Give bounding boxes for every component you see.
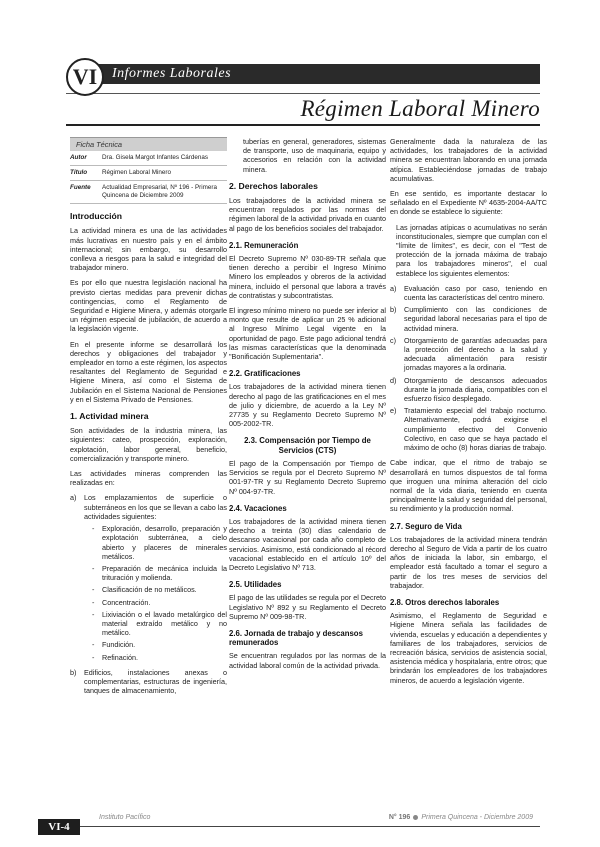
section-title: Informes Laborales bbox=[112, 66, 232, 81]
list-item-text: Edificios, instalaciones anexas o complementarias, estructuras de ingeniería, tanques de almacenamiento, bbox=[84, 667, 227, 696]
paragraph: El Decreto Supremo Nº 030-89-TR señala que tienen derecho a percibir el Ingreso Mínimo Minero los empleados y obreros de la actividad minera, incluido el personal que labora a través de contratistas y subcontratistas. bbox=[229, 254, 386, 300]
page-title: Régimen Laboral Minero bbox=[300, 96, 540, 121]
issue-date: Primera Quincena - Diciembre 2009 bbox=[421, 814, 533, 821]
ficha-label: Ficha Técnica bbox=[70, 138, 227, 151]
paragraph: Generalmente dada la naturaleza de las actividades, los trabajadores de la actividad minera se encuentran laborando en una jornada atípica. Estableciéndose jornadas de trabajo acumulativas. bbox=[390, 137, 547, 183]
list-item bbox=[390, 336, 547, 373]
dash-marker: - bbox=[92, 652, 95, 662]
list-marker: d) bbox=[390, 375, 397, 385]
ficha-tecnica bbox=[70, 137, 227, 204]
heading-jornada: 2.6. Jornada de trabajo y descansos remunerados bbox=[229, 628, 363, 648]
column-2 bbox=[229, 137, 386, 676]
paragraph: El ingreso mínimo minero no puede ser inferior al monto que resulte de aplicar un 25 % adicional al Ingreso Mínimo Legal vigente en la oportunidad de pago. Este pago adicional tendrá las mismas características que la denominada "Bonificación Suplementaria". bbox=[229, 306, 387, 362]
heading-otros-derechos: 2.8. Otros derechos laborales bbox=[390, 597, 500, 607]
header-divider bbox=[66, 93, 540, 94]
dash-marker: - bbox=[92, 524, 95, 534]
list-item bbox=[390, 406, 547, 452]
paragraph: En el presente informe se desarrollará los derechos y obligaciones del trabajador y empleador en torno a este régimen, los aspectos resaltantes del Reglamento de Seguridad e Higiene Minera, así como el Sistema de Jubilación en el Sistema Nacional de Pensiones y en el Sistema Privado de Pensiones. bbox=[70, 339, 227, 404]
list-marker: a) bbox=[390, 283, 397, 293]
dash-marker: - bbox=[92, 585, 95, 595]
list-item bbox=[70, 493, 227, 661]
list-item-text: Otorgamiento de descansos adecuados durante la jornada diaria, compatibles con el esfuerzo físico desplegado. bbox=[404, 375, 547, 404]
paragraph: Se encuentran regulados por las normas de la actividad laboral común de la actividad privada. bbox=[229, 651, 386, 670]
ficha-row bbox=[70, 166, 227, 181]
list-item-text: Tratamiento especial del trabajo nocturno. Alternativamente, podrá exigirse el cumplimiento efectivo del Convenio Colectivo, en caso que se haya pactado el máximo de ocho (8) horas diarias de trabajo. bbox=[404, 406, 547, 453]
sub-list-item-text: Fundición. bbox=[102, 640, 136, 650]
ficha-key: Fuente bbox=[70, 184, 91, 192]
activities-list bbox=[70, 493, 227, 695]
ficha-value: Régimen Laboral Minero bbox=[102, 169, 171, 177]
sub-list-item-text: Exploración, desarrollo, preparación y explotación subterránea, a cielo abierto y placeres de minerales metálicos. bbox=[102, 524, 227, 561]
ficha-key: Autor bbox=[70, 154, 87, 162]
heading-vacaciones: 2.4. Vacaciones bbox=[229, 503, 287, 513]
dash-marker: - bbox=[92, 563, 95, 573]
paragraph: Son actividades de la industria minera, las siguientes: cateo, prospección, exploración, explotación, labor general, beneficio, comercialización y transporte minero. bbox=[70, 426, 227, 463]
dash-marker: - bbox=[92, 597, 95, 607]
sub-list bbox=[84, 524, 227, 662]
list-item bbox=[390, 305, 547, 333]
sub-list-item-text: Concentración. bbox=[102, 597, 151, 607]
list-marker: b) bbox=[390, 305, 397, 315]
sub-list-item-text: Preparación de mecánica incluida la trituración y molienda. bbox=[102, 563, 227, 583]
paragraph: El pago de la Compensación por Tiempo de Servicios se regula por el Decreto Supremo Nº 001-97-TR y su Reglamento Decreto Supremo Nº 004-97-TR. bbox=[229, 458, 386, 496]
paragraph: Los trabajadores de la actividad minera tendrán derecho al Seguro de Vida a partir de los cuatro años de iniciada la labor, sin embargo, el empleador está facultado a tomar el seguro a partir de los tres meses de servicios del trabajador. bbox=[390, 534, 547, 590]
issue-number: N° 196 bbox=[388, 814, 411, 821]
heading-utilidades: 2.5. Utilidades bbox=[229, 580, 282, 590]
heading-introduccion: Introducción bbox=[70, 211, 123, 222]
footer-line bbox=[80, 826, 540, 827]
ficha-value: Dra. Gisela Margot Infantes Cárdenas bbox=[102, 154, 209, 162]
paragraph: tuberías en general, generadores, sistemas de transporte, uso de maquinaria, equipo y accesorios en relación con la actividad minera. bbox=[243, 137, 386, 174]
sub-list-item-text: Clasificación de no metálicos. bbox=[102, 585, 197, 595]
page-number: VI-4 bbox=[38, 819, 80, 835]
list-marker: b) bbox=[70, 667, 77, 677]
paragraph: Los trabajadores de la actividad minera tienen derecho a treinta (30) días calendario de descanso vacacional por cada año completo de servicios. Asimismo, está condicionado al récord vacacional establecido en el artículo 10º del Decreto Legislativo Nº 713. bbox=[229, 516, 386, 572]
sub-list-item-text: Lixiviación o el lavado metalúrgico del material extraído metálico y no metálico. bbox=[102, 609, 227, 638]
paragraph: La actividad minera es una de las actividades más lucrativas en nuestro país y en el ámbito internacional; sin embargo, su desarrollo conlleva a riesgos para la salud e integridad del trabajador minero. bbox=[70, 226, 227, 273]
column-3 bbox=[390, 137, 547, 691]
list-item-text: Evaluación caso por caso, teniendo en cuenta las características del centro minero. bbox=[404, 283, 547, 303]
paragraph: Es por ello que nuestra legislación nacional ha previsto ciertas medidas para prevenir dichas contingencias, como el Reglamento de Seguridad e Higiene Minera, y además otorgarle un régimen especial de jubilación, de acuerdo a la legislación vigente. bbox=[70, 278, 227, 334]
paragraph: Asimismo, el Reglamento de Seguridad e Higiene Minera señala las facilidades de vivienda, escuelas y educación a dependientes y familiares de los trabajadores, servicios de recreación básica, servicios de asistencia social, asistencia médica y hospitalaria, entre otros; que brindarán los empleadores de los trabajadores mineros, de acuerdo a legislación vigente. bbox=[390, 611, 547, 685]
quote-paragraph: Las jornadas atípicas o acumulativas no serán inconstitucionales, siempre que cumplan con el "límite de límites", es decir, con el "Test de protección de la jornada máxima de trabajo para los trabajadores mineros", el cual establece los siguientes elementos: bbox=[396, 222, 547, 278]
heading-gratificaciones: 2.2. Gratificaciones bbox=[229, 369, 301, 379]
list-item-text: Los emplazamientos de superficie o subterráneos en los que se llevan a cabo las actividades siguientes: bbox=[84, 493, 227, 521]
list-marker: a) bbox=[70, 493, 77, 503]
ficha-row bbox=[70, 151, 227, 166]
list-item bbox=[70, 668, 227, 696]
bullet-icon bbox=[413, 815, 418, 820]
paragraph: Cabe indicar, que el ritmo de trabajo se desarrollará en turnos dispuestos de tal forma que irroguen una mínima alteración del ciclo normal de la vida diaria, teniendo en cuenta principalmente la salud y seguridad del personal, su rendimiento y la producción normal. bbox=[390, 458, 547, 514]
ficha-value: Actualidad Empresarial, Nº 196 - Primera Quincena de Diciembre 2009 bbox=[102, 184, 217, 200]
sub-list-item bbox=[84, 585, 227, 594]
heading-actividad-minera: 1. Actividad minera bbox=[70, 411, 149, 422]
heading-remuneracion: 2.1. Remuneración bbox=[229, 240, 299, 250]
heading-cts: 2.3. Compensación por Tiempo de Servicios (CTS) bbox=[244, 436, 371, 455]
section-number: VI bbox=[66, 58, 104, 96]
paragraph: El pago de las utilidades se regula por el Decreto Legislativo Nº 892 y su Reglamento el Decreto Supremo Nº 009-98-TR. bbox=[229, 593, 386, 621]
paragraph: Las actividades mineras comprenden las realizadas en: bbox=[70, 469, 227, 488]
test-elements-list bbox=[390, 284, 547, 452]
sub-list-item bbox=[84, 640, 227, 649]
list-item-text: Cumplimiento con las condiciones de seguridad laboral necesarias para el tipo de actividad minera. bbox=[404, 305, 547, 333]
list-item-text: Otorgamiento de garantías adecuadas para la protección del derecho a la salud y adecuada alimentación para resistir jornadas mayores a la ordinaria. bbox=[404, 335, 547, 373]
paragraph: En ese sentido, es importante destacar lo señalado en el Expediente Nº 4635-2004-AA/TC en donde se establece lo siguiente: bbox=[390, 189, 547, 217]
list-marker: e) bbox=[390, 406, 397, 416]
sub-list-item-text: Refinación. bbox=[102, 652, 138, 662]
heading-derechos-laborales: 2. Derechos laborales bbox=[229, 180, 318, 191]
sub-list-item bbox=[84, 524, 227, 561]
sub-list-item bbox=[84, 653, 227, 662]
sub-list-item bbox=[84, 564, 227, 582]
issue-info bbox=[386, 814, 536, 821]
dash-marker: - bbox=[92, 640, 95, 650]
column-1 bbox=[70, 137, 227, 701]
heading-seguro-vida: 2.7. Seguro de Vida bbox=[390, 521, 462, 531]
list-marker: c) bbox=[390, 335, 396, 345]
title-rule bbox=[66, 124, 540, 126]
ficha-key: Título bbox=[70, 169, 88, 177]
sub-list-item bbox=[84, 598, 227, 607]
paragraph: Los trabajadores de la actividad minera se encuentran regulados por las normas del régimen laboral de la actividad privada en cuanto al pago de los beneficios sociales del trabajador. bbox=[229, 196, 386, 233]
ficha-row bbox=[70, 181, 227, 204]
paragraph: Los trabajadores de la actividad minera tienen derecho al pago de las gratificaciones en el mes de julio y diciembre, de acuerdo a la Ley Nº 27735 y su Reglamento Decreto Supremo Nº 005-2002-TR. bbox=[229, 382, 386, 429]
dash-marker: - bbox=[92, 609, 95, 619]
publisher-name: Instituto Pacífico bbox=[96, 814, 153, 821]
sub-list-item bbox=[84, 610, 227, 638]
list-item bbox=[390, 376, 547, 404]
list-item bbox=[390, 284, 547, 302]
